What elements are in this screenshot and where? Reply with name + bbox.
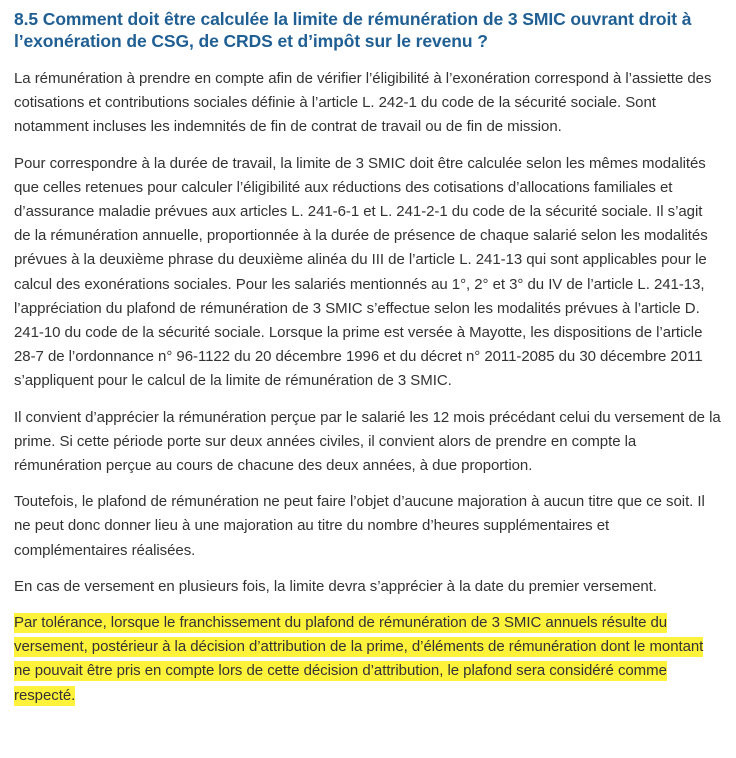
paragraph-tolerance xyxy=(14,611,722,708)
highlighted-text: Par tolérance, lorsque le franchissement du plafond de rémunération de 3 SMIC annuels résulte du versement, postérieur à la décision d’attribution de la prime, d’éléments de rémunération dont le montant ne pouvait être pris en compte lors de cette décision d’attribution, le plafond sera considéré comme respecté. xyxy=(14,614,704,704)
paragraph-assiette: La rémunération à prendre en compte afin de vérifier l’éligibilité à l’exonération correspond à l’assiette des cotisations et contributions sociales définie à l’article L. 242-1 du code de la sécurité sociale. Sont notamment incluses les indemnités de fin de contrat de travail ou de fin de mission. xyxy=(14,70,712,136)
paragraph-versement-plusieurs-fois: En cas de versement en plusieurs fois, la limite devra s’apprécier à la date du premier versement. xyxy=(14,577,657,595)
section-title: 8.5 Comment doit être calculée la limite de rémunération de 3 SMIC ouvrant droit à l’exonération de CSG, de CRDS et d’impôt sur le revenu ? xyxy=(14,9,692,51)
paragraph-duree-travail: Pour correspondre à la durée de travail, la limite de 3 SMIC doit être calculée selon les mêmes modalités que celles retenues pour calculer l’éligibilité aux réductions des cotisations d’allocations familiales et d’assurance maladie prévues aux articles L. 241-6-1 et L. 241-2-1 du code de la sécurité sociale. Il s’agit de la rémunération annuelle, proportionnée à la durée de présence de chaque salarié selon les modalités prévues à la deuxième phrase du deuxième alinéa du III de l’article L. 241-13 qui sont applicables pour le calcul des exonérations sociales. Pour les salariés mentionnés au 1°, 2° et 3° du IV de l’article L. 241-13, l’appréciation du plafond de rémunération de 3 SMIC s’effectue selon les modalités prévues à l’article D. 241-10 du code de la sécurité sociale. Lorsque la prime est versée à Mayotte, les dispositions de l’article 28-7 de l’ordonnance n° 96-1122 du 20 décembre 1996 et du décret n° 2011-2085 du 30 décembre 2011 s’appliquent pour le calcul de la limite de rémunération de 3 SMIC. xyxy=(14,154,708,390)
paragraph-majoration: Toutefois, le plafond de rémunération ne peut faire l’objet d’aucune majoration à aucun titre que ce soit. Il ne peut donc donner lieu à une majoration au titre du nombre d’heures supplémentaires et complémentaires réalisées. xyxy=(14,493,705,559)
paragraph-periode-12-mois: Il convient d’apprécier la rémunération perçue par le salarié les 12 mois précédant celui du versement de la prime. Si cette période porte sur deux années civiles, il convient alors de prendre en compte la rémunération perçue au cours de chacune des deux années, à due proportion. xyxy=(14,408,721,475)
document xyxy=(14,8,722,708)
